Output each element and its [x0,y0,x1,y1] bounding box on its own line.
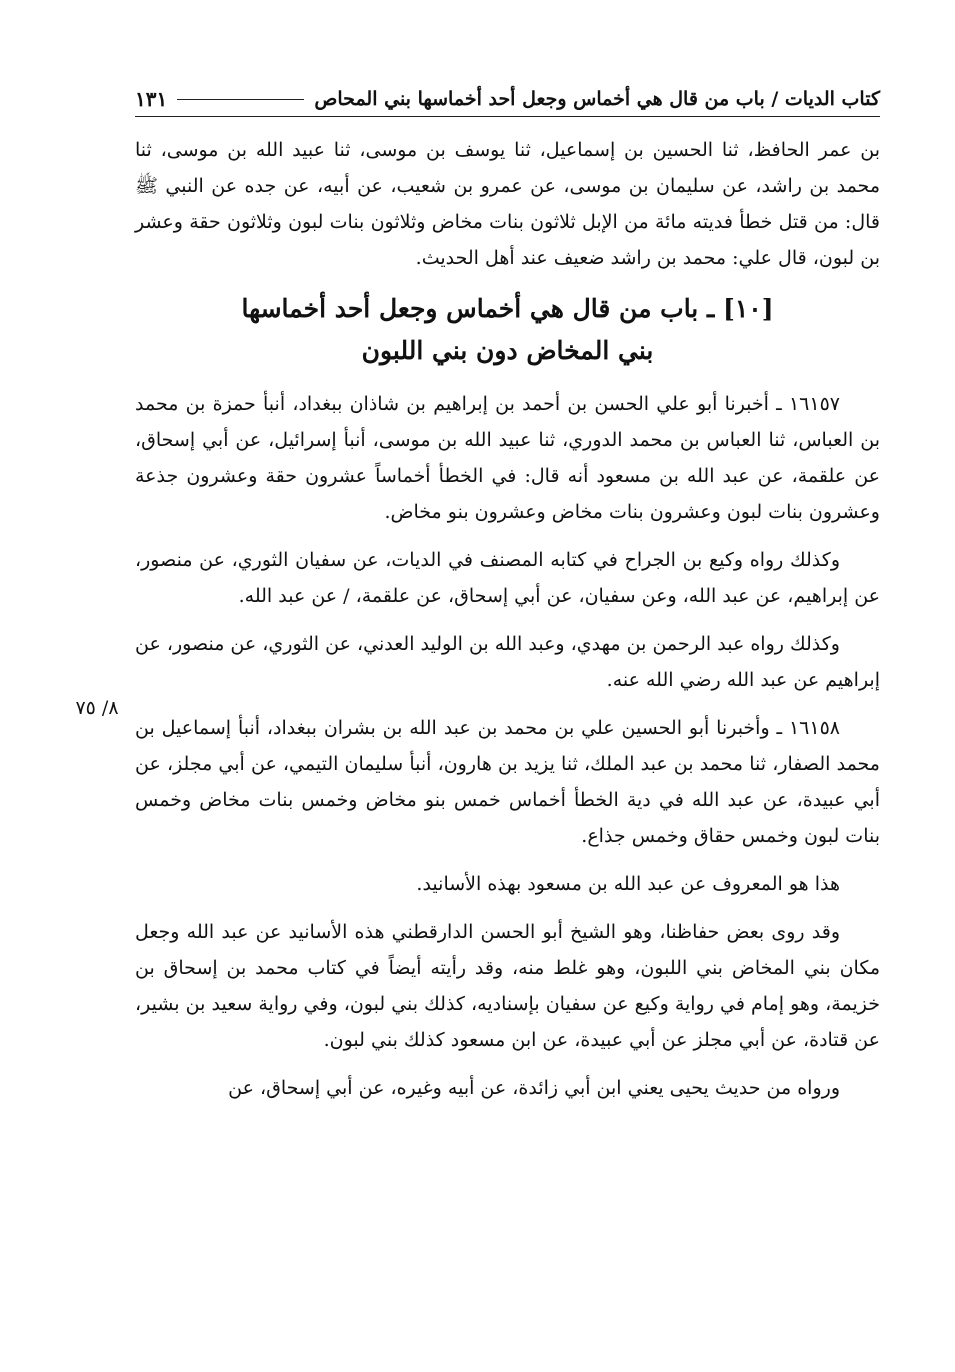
page-header [135,82,880,117]
paragraph-continuation: بن عمر الحافظ، ثنا الحسين بن إسماعيل، ثنا يوسف بن موسى، ثنا عبيد الله بن موسى، ثنا محمد بن راشد، عن سليمان بن موسى، عن عمرو بن شعيب، عن أبيه، عن جده عن النبي ﷺ قال: من قتل خطأ فديته مائة من الإبل ثلاثون بنات مخاض وثلاثون بنات لبون وثلاثون حقة وعشر بن لبون، قال علي: محمد بن راشد ضعيف عند أهل الحديث. [135,139,880,269]
page-number: ١٣١ [135,87,168,111]
hadith-16157: ١٦١٥٧ ـ أخبرنا أبو علي الحسن بن أحمد بن إبراهيم بن شاذان ببغداد، أنبأ حمزة بن محمد بن العباس، ثنا العباس بن محمد الدوري، ثنا عبيد الله بن موسى، أنبأ إسرائيل، عن أبي إسحاق، عن علقمة، عن عبد الله بن مسعود أنه قال: في الخطأ أخماساً عشرون حقة وعشرون جذعة وعشرون بنات لبون وعشرون بنات مخاض وعشرون بنو مخاض. [135,393,880,523]
header-rule [177,99,304,100]
paragraph-waki-narration: وكذلك رواه وكيع بن الجراح في كتابه المصنف في الديات، عن سفيان الثوري، عن منصور، عن إبراهيم، عن عبد الله، وعن سفيان، عن أبي إسحاق، عن علقمة، / عن عبد الله. [135,549,880,607]
paragraph-ibn-mahdi-narration: وكذلك رواه عبد الرحمن بن مهدي، وعبد الله بن الوليد العدني، عن الثوري، عن منصور، عن إبراهيم عن عبد الله رضي الله عنه. [135,633,880,691]
paragraph-daraqutni-note: وقد روى بعض حفاظنا، وهو الشيخ أبو الحسن الدارقطني هذه الأسانيد عن عبد الله وجعل مكان بني المخاض بني اللبون، وهو غلط منه، وقد رأيته أيضاً في كتاب محمد بن إسحاق بن خزيمة، وهو إمام في رواية وكيع عن سفيان بإسناديه، كذلك بني لبون، وفي رواية سعيد بن بشير، عن قتادة، عن أبي مجلز عن أبي عبيدة، عن ابن مسعود كذلك بني لبون. [135,921,880,1051]
running-title: كتاب الديات / باب من قال هي أخماس وجعل أحد أخماسها بني المحاص [314,88,880,110]
chapter-heading [135,288,880,372]
chapter-heading-line-1: [١٠] ـ باب من قال هي أخماس وجعل أحد أخماسها [241,294,774,323]
chapter-heading-line-2: بني المخاض دون بني اللبون [361,336,654,365]
paragraph-known-chain: هذا هو المعروف عن عبد الله بن مسعود بهذه الأسانيد. [416,873,840,895]
paragraph-yahya-narration: ورواه من حديث يحيى يعني ابن أبي زائدة، عن أبيه وغيره، عن أبي إسحاق، عن [228,1077,840,1099]
margin-volume-reference: ٨/ ٧٥ [75,697,119,719]
page-body [135,132,880,1118]
hadith-16158: ١٦١٥٨ ـ وأخبرنا أبو الحسين علي بن محمد بن عبد الله بن بشران ببغداد، أنبأ إسماعيل بن محمد الصفار، ثنا محمد بن عبد الملك، ثنا يزيد بن هارون، أنبأ سليمان التيمي، عن أبي مجلز، عن أبي عبيدة، عن عبد الله في دية الخطأ أخماس خمس بنو مخاض وخمس بنات مخاض وخمس بنات لبون وخمس حقاق وخمس جذاع. [135,717,880,847]
